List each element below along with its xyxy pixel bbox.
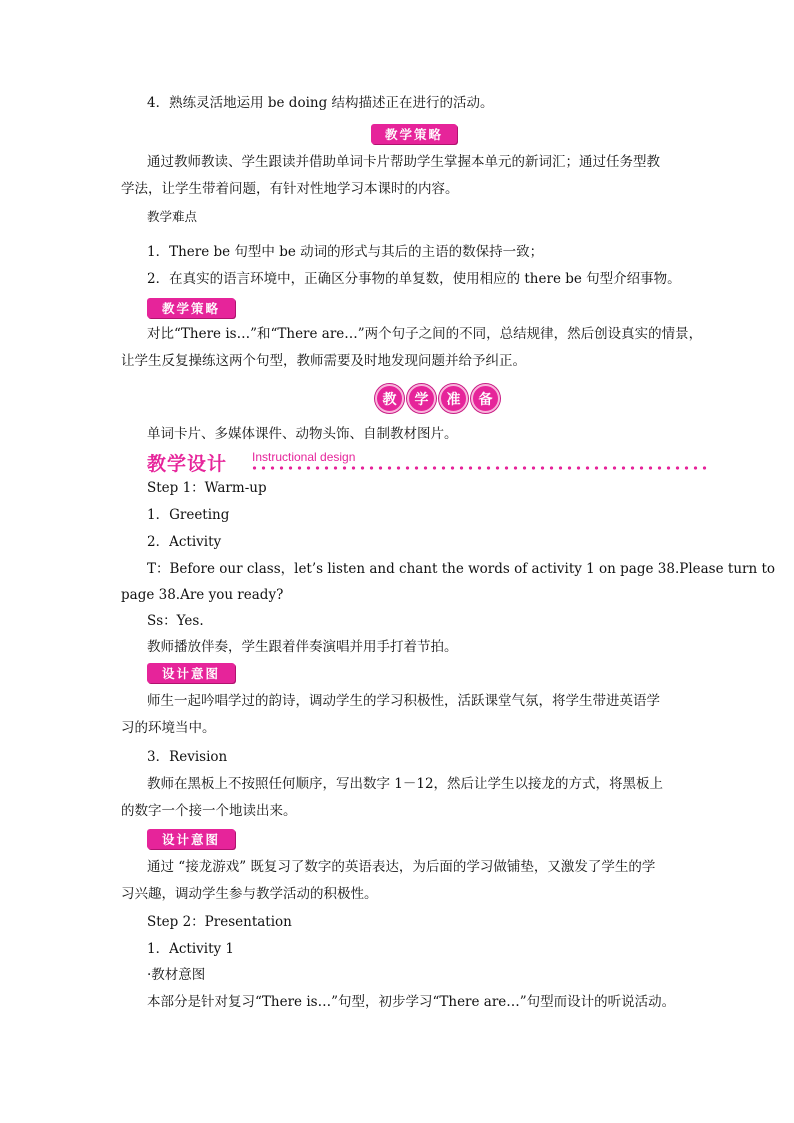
design-intent-badge-1: 设计意图 [147, 663, 235, 683]
prep-char-4: 备 [471, 384, 500, 413]
prep-char-3: 准 [439, 384, 468, 413]
step-1-heading: Step 1：Warm-up [147, 480, 267, 496]
strategy-text-1b: 学法，让学生带着问题，有针对性地学习本课时的内容。 [121, 181, 459, 197]
difficulty-1: 1．There be 句型中 be 动词的形式与其后的主语的数保持一致； [147, 244, 544, 260]
design-intent-text-2b: 习兴趣，调动学生参与教学活动的积极性。 [121, 886, 378, 902]
strategy-text-2b: 让学生反复操练这两个句型，教师需要及时地发现问题并给予纠正。 [121, 353, 526, 369]
textbook-intent-heading: ·教材意图 [147, 967, 206, 983]
design-intent-text-1a: 师生一起吟唱学过的韵诗，调动学生的学习积极性，活跃课堂气氛，将学生带进英语学 [147, 693, 660, 709]
dotted-divider [250, 466, 710, 470]
design-intent-text-1b: 习的环境当中。 [121, 720, 216, 736]
difficulty-2: 2．在真实的语言环境中，正确区分事物的单复数，使用相应的 there be 句型介绍事物。 [147, 271, 681, 287]
step-2-heading: Step 2：Presentation [147, 914, 292, 930]
strategy-badge-1: 教学策略 [371, 124, 457, 144]
objective-4: 4．熟练灵活地运用 be doing 结构描述正在进行的活动。 [147, 95, 494, 111]
step-1-item-greeting: 1．Greeting [147, 507, 230, 523]
revision-text-b: 的数字一个接一个地读出来。 [121, 803, 297, 819]
section-title: 教学设计 [147, 453, 228, 475]
teacher-line-a: T：Before our class，let’s listen and chant the words of activity 1 on page 38.Please turn to [147, 561, 776, 577]
revision-text-a: 教师在黑板上不按照任何顺序，写出数字 1－12，然后让学生以接龙的方式，将黑板上 [147, 776, 664, 792]
preparation-text: 单词卡片、多媒体课件、动物头饰、自制教材图片。 [147, 426, 458, 442]
activity-description: 教师播放伴奏，学生跟着伴奏演唱并用手打着节拍。 [147, 639, 458, 655]
section-subtitle: Instructional design [252, 450, 356, 464]
design-intent-badge-2: 设计意图 [147, 829, 235, 849]
prep-char-1: 教 [375, 384, 404, 413]
teacher-line-b: page 38.Are you ready? [121, 587, 284, 603]
strategy-text-1a: 通过教师教读、学生跟读并借助单词卡片帮助学生掌握本单元的新词汇；通过任务型教 [147, 154, 660, 170]
prep-char-2: 学 [407, 384, 436, 413]
students-line: Ss：Yes. [147, 613, 204, 629]
design-intent-text-2a: 通过 “接龙游戏” 既复习了数字的英语表达，为后面的学习做铺垫，又激发了学生的学 [147, 859, 656, 875]
step-1-item-activity: 2．Activity [147, 534, 222, 550]
preparation-heading [375, 384, 500, 413]
strategy-text-2a: 对比“There is…”和“There are…”两个句子之间的不同，总结规律，然后创设真实的情景， [147, 326, 703, 342]
difficulty-heading: 教学难点 [147, 209, 198, 224]
strategy-badge-2: 教学策略 [147, 298, 235, 318]
step-2-item-activity-1: 1．Activity 1 [147, 941, 235, 957]
textbook-intent-text: 本部分是针对复习“There is…”句型，初步学习“There are…”句型而设计的听说活动。 [147, 994, 676, 1010]
step-1-item-revision: 3．Revision [147, 749, 228, 765]
